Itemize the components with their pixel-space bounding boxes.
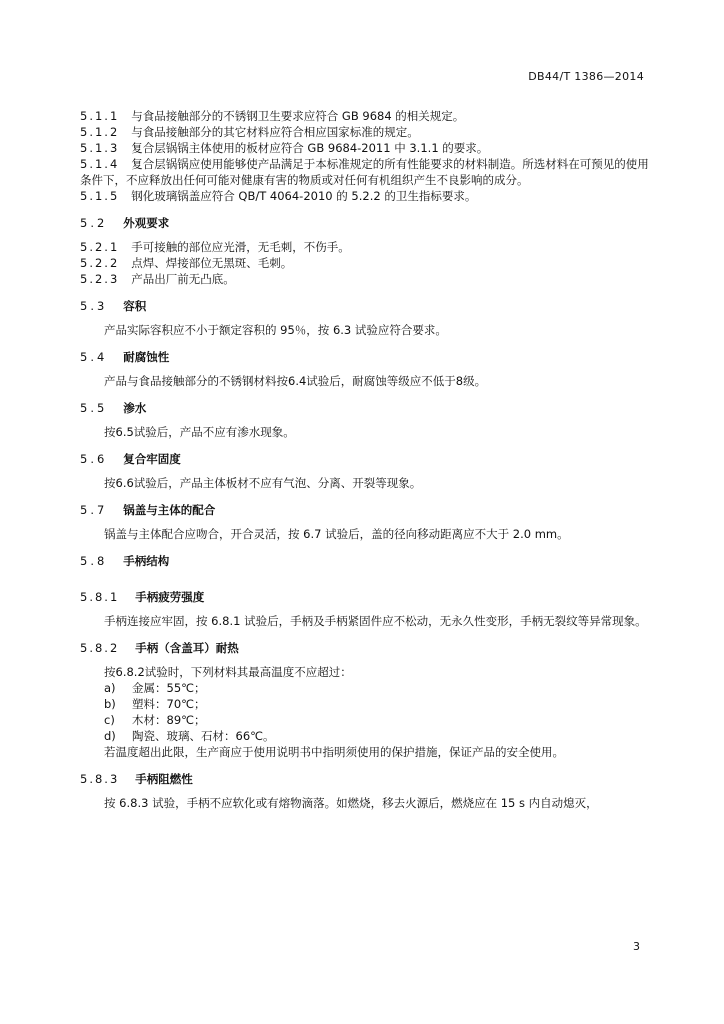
- section-5-4-text: 产品与食品接触部分的不锈钢材料按6.4试验后，耐腐蚀等级应不低于8级。: [104, 374, 487, 388]
- section-title: 渗水: [123, 401, 147, 415]
- section-title: 耐腐蚀性: [123, 350, 170, 364]
- clause-text: 复合层锅锅主体使用的板材应符合 GB 9684-2011 中 3.1.1 的要求。: [131, 141, 489, 155]
- clause-text: 复合层锅锅应使用能够使产品满足于本标准规定的所有性能要求的材料制造。所选材料在可预见的使用条件下，不应释放出任何可能对健康有害的物质或对任何有机组织产生不良影响的成分。: [80, 157, 649, 187]
- section-5-8-2-intro: 按6.8.2试验时，下列材料其最高温度不应超过：: [104, 665, 352, 679]
- section-number: 5.6: [80, 452, 108, 466]
- list-item: [80, 696, 652, 712]
- section-title: 手柄结构: [123, 554, 170, 568]
- section-number: 5.7: [80, 503, 108, 517]
- section-5-3-text: 产品实际容积应不小于额定容积的 95％，按 6.3 试验应符合要求。: [104, 323, 447, 337]
- section-5-8-2-heading: [80, 640, 652, 656]
- list-label: c): [104, 713, 115, 727]
- clause-number: 5.2.1: [80, 240, 120, 254]
- section-5-6-heading: [80, 451, 652, 467]
- list-text: 金属：55℃；: [132, 681, 206, 695]
- section-number: 5.4: [80, 350, 108, 364]
- section-5-8-3-heading: [80, 771, 652, 787]
- section-5-7-text: 锅盖与主体配合应吻合，开合灵活，按 6.7 试验后，盖的径向移动距离应不大于 2.0 mm。: [104, 527, 569, 541]
- section-number: 5.3: [80, 299, 108, 313]
- section-title: 手柄阻燃性: [135, 772, 193, 786]
- section-number: 5.8.1: [80, 590, 120, 604]
- page-number: 3: [633, 940, 640, 953]
- clause-5-2-2: [80, 255, 652, 271]
- list-label: b): [104, 697, 116, 711]
- clause-number: 5.1.3: [80, 141, 120, 155]
- doc-code-header: DB44/T 1386—2014: [528, 70, 644, 83]
- clause-number: 5.2.2: [80, 256, 120, 270]
- clause-number: 5.1.4: [80, 157, 120, 171]
- section-number: 5.8.3: [80, 772, 120, 786]
- section-title: 复合牢固度: [123, 452, 181, 466]
- clause-text: 与食品接触部分的其它材料应符合相应国家标准的规定。: [131, 125, 419, 139]
- list-item: [80, 680, 652, 696]
- section-5-8-3-text: 按 6.8.3 试验，手柄不应软化或有熔物滴落。如燃烧，移去火源后，燃烧应在 15 s 内自动熄灭，: [104, 796, 598, 810]
- section-number: 5.5: [80, 401, 108, 415]
- section-title: 手柄（含盖耳）耐热: [135, 641, 239, 655]
- clause-5-2-3: [80, 271, 652, 287]
- section-5-6-text: 按6.6试验后，产品主体板材不应有气泡、分离、开裂等现象。: [104, 476, 422, 490]
- list-text: 木材：89℃；: [132, 713, 206, 727]
- list-item: [80, 712, 652, 728]
- clause-text: 与食品接触部分的不锈钢卫生要求应符合 GB 9684 的相关规定。: [131, 109, 465, 123]
- section-5-3-heading: [80, 298, 652, 314]
- document-body: [80, 108, 652, 811]
- section-title: 容积: [123, 299, 147, 313]
- list-item: [80, 728, 652, 744]
- clause-5-1-1: [80, 108, 652, 124]
- section-5-8-heading: [80, 553, 652, 569]
- clause-5-1-5: [80, 188, 652, 204]
- clause-5-2-1: [80, 239, 652, 255]
- section-5-8-2-outro: 若温度超出此限，生产商应于使用说明书中指明须使用的保护措施，保证产品的安全使用。: [104, 745, 564, 759]
- section-5-7-heading: [80, 502, 652, 518]
- clause-number: 5.1.2: [80, 125, 120, 139]
- section-number: 5.8.2: [80, 641, 120, 655]
- clause-number: 5.1.5: [80, 189, 120, 203]
- section-5-8-1-heading: [80, 589, 652, 605]
- clause-5-1-4: [80, 156, 652, 188]
- clause-text: 手可接触的部位应光滑，无毛刺，不伤手。: [131, 240, 350, 254]
- clause-5-1-3: [80, 140, 652, 156]
- section-number: 5.2: [80, 216, 108, 230]
- section-title: 锅盖与主体的配合: [123, 503, 216, 517]
- section-title: 外观要求: [123, 216, 170, 230]
- list-text: 陶瓷、玻璃、石材：66℃。: [132, 729, 275, 743]
- section-5-5-heading: [80, 400, 652, 416]
- clause-text: 点焊、焊接部位无黑斑、毛刺。: [131, 256, 293, 270]
- clause-number: 5.1.1: [80, 109, 120, 123]
- clause-text: 钢化玻璃锅盖应符合 QB/T 4064-2010 的 5.2.2 的卫生指标要求。: [131, 189, 477, 203]
- clause-number: 5.2.3: [80, 272, 120, 286]
- clause-text: 产品出厂前无凸底。: [131, 272, 235, 286]
- list-text: 塑料：70℃；: [132, 697, 206, 711]
- section-5-2-heading: [80, 215, 652, 231]
- section-5-4-heading: [80, 349, 652, 365]
- clause-5-1-2: [80, 124, 652, 140]
- list-label: a): [104, 681, 116, 695]
- section-title: 手柄疲劳强度: [135, 590, 205, 604]
- section-5-5-text: 按6.5试验后，产品不应有渗水现象。: [104, 425, 295, 439]
- section-5-8-1-text: 手柄连接应牢固，按 6.8.1 试验后，手柄及手柄紧固件应不松动，无永久性变形，手柄无裂纹等异常现象。: [104, 614, 647, 628]
- section-number: 5.8: [80, 554, 108, 568]
- list-label: d): [104, 729, 116, 743]
